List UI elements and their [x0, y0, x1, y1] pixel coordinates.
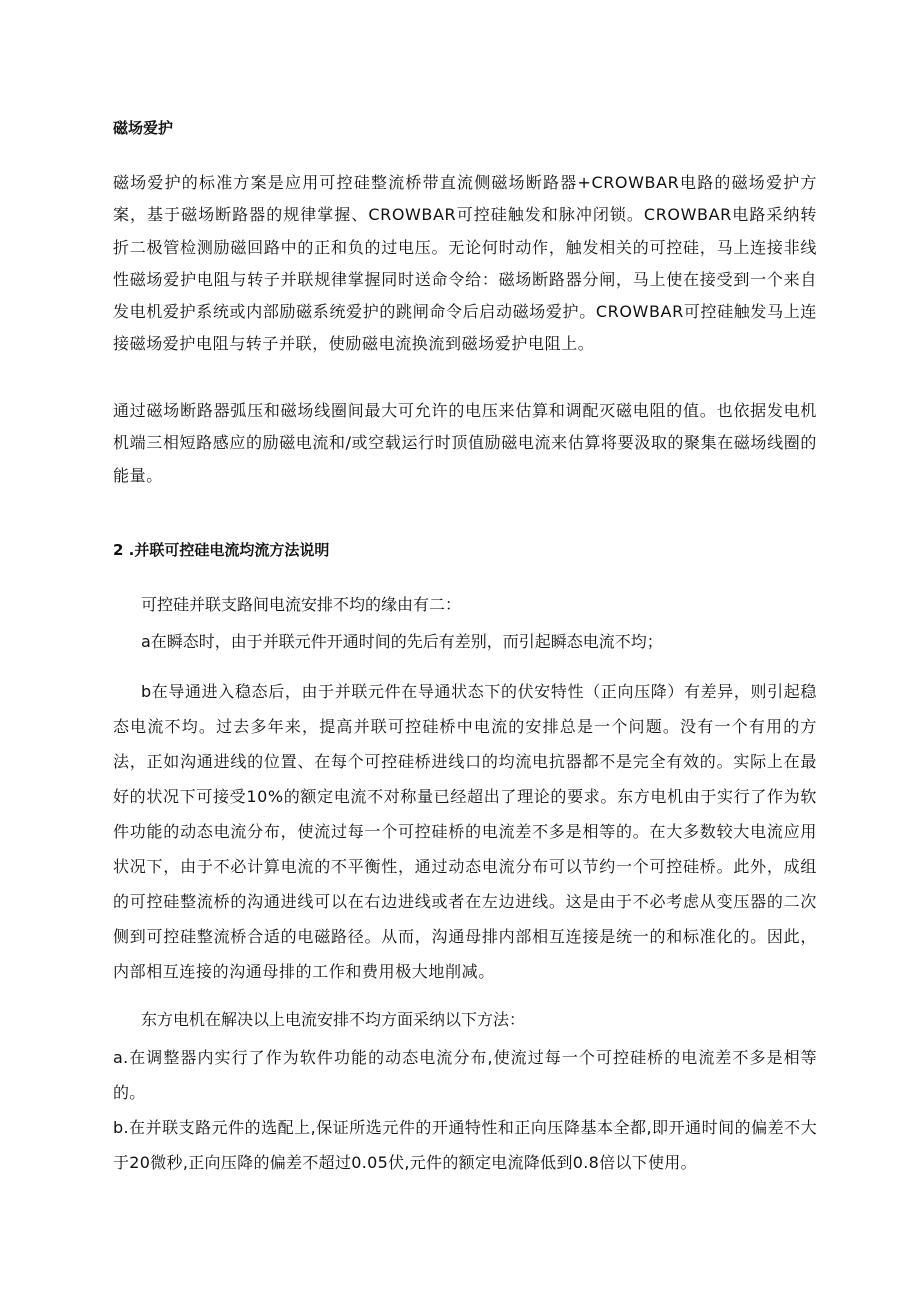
- paragraph-field-protection-scheme: 磁场爱护的标准方案是应用可控硅整流桥带直流侧磁场断路器+CROWBAR电路的磁场爱护方案，基于磁场断路器的规律掌握、CROWBAR可控硅触发和脉冲闭锁。CROWBAR电路采纳转折二极管检测励磁回路中的正和负的过电压。无论何时动作，触发相关的可控硅，马上连接非线性磁场爱护电阻与转子并联规律掌握同时送命令给：磁场断路器分闸，马上使在接受到一个来自发电机爱护系统或内部励磁系统爱护的跳闸命令后启动磁场爱护。CROWBAR可控硅触发马上连接磁场爱护电阻与转子并联，使励磁电流换流到磁场爱护电阻上。: [113, 173, 817, 354]
- paragraph-imbalance-causes-intro: 可控硅并联支路间电流安排不均的缘由有二：: [141, 595, 462, 614]
- list-item-steady-state-imbalance: b在导通进入稳态后，由于并联元件在导通状态下的伏安特性（正向压降）有差异，则引起稳态电流不均。过去多年来，提高并联可控硅桥中电流的安排总是一个问题。没有一个有用的方法，正如沟通进线的位置、在每个可控硅桥进线口的均流电抗器都不是完全有效的。实际上在最好的状况下可接受10%的额定电流不对称量已经超出了理论的要求。东方电机由于实行了作为软件功能的动态电流分布，使流过每一个可控硅桥的电流差不多是相等的。在大多数较大电流应用状况下，由于不必计算电流的不平衡性，通过动态电流分布可以节约一个可控硅桥。此外，成组的可控硅整流桥的沟通进线可以在右边进线或者在左边进线。这是由于不必考虑从变压器的二次侧到可控硅整流桥合适的电磁路径。从而，沟通母排内部相互连接是统一的和标准化的。因此，内部相互连接的沟通母排的工作和费用极大地削减。: [113, 682, 817, 981]
- list-item-transient-imbalance: a在瞬态时，由于并联元件开通时间的先后有差别，而引起瞬态电流不均；: [141, 632, 663, 651]
- list-item-method-dynamic-current: a.在调整器内实行了作为软件功能的动态电流分布,使流过每一个可控硅桥的电流差不多是相等的。: [113, 1048, 817, 1102]
- section-heading-current-sharing: 2 .并联可控硅电流均流方法说明: [113, 541, 330, 559]
- list-item-method-component-matching: b.在并联支路元件的选配上,保证所选元件的开通特性和正向压降基本全都,即开通时间的偏差不大于20微秒,正向压降的偏差不超过0.05伏,元件的额定电流降低到0.8倍以下使用。: [113, 1118, 817, 1172]
- section-heading-field-protection: 磁场爱护: [113, 119, 174, 137]
- paragraph-methods-intro: 东方电机在解决以上电流安排不均方面采纳以下方法：: [141, 1010, 526, 1029]
- paragraph-field-resistor-estimation: 通过磁场断路器弧压和磁场线圈间最大可允许的电压来估算和调配灭磁电阻的值。也依据发电机机端三相短路感应的励磁电流和/或空载运行时顶值励磁电流来估算将要汲取的聚集在磁场线圈的能量。: [113, 401, 817, 485]
